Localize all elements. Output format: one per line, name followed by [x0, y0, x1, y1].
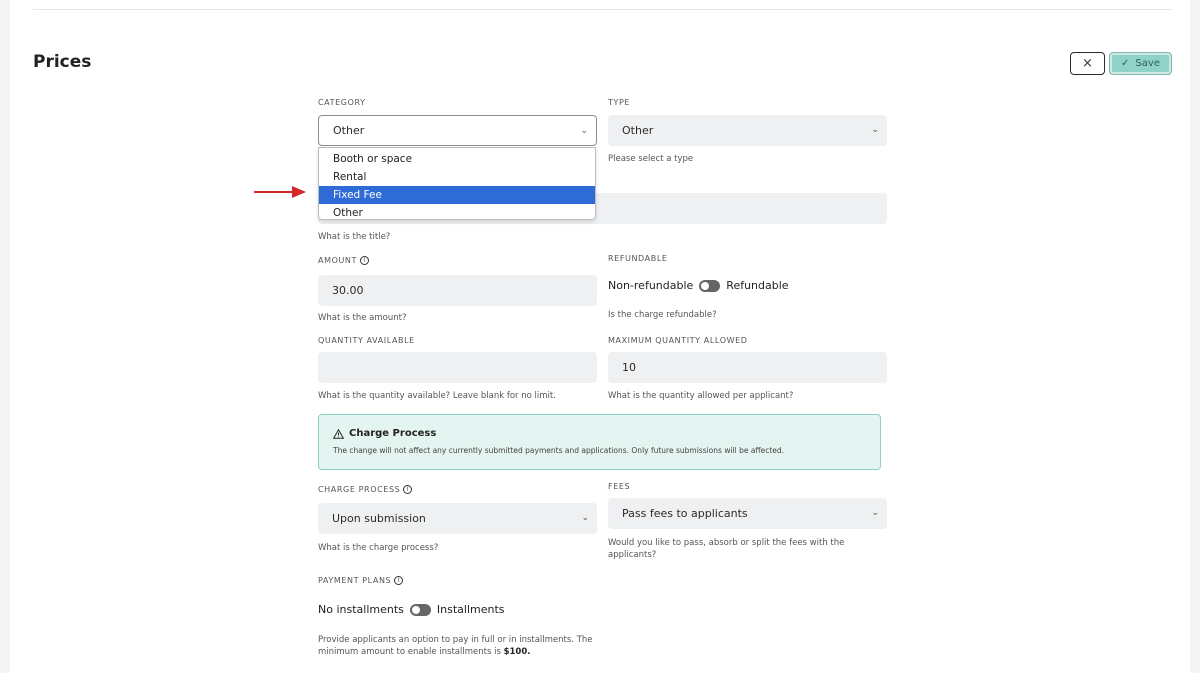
refundable-toggle[interactable]	[699, 280, 720, 292]
installments-toggle-row: No installments Installments	[318, 603, 505, 616]
max-quantity-label: MAXIMUM QUANTITY ALLOWED	[608, 336, 748, 345]
info-icon[interactable]: I	[360, 256, 369, 265]
amount-input[interactable]: 30.00	[318, 275, 597, 306]
category-option-rental[interactable]: Rental	[333, 171, 367, 183]
amount-label: AMOUNT I	[318, 256, 369, 265]
category-option-other[interactable]: Other	[333, 207, 363, 219]
save-button-label: Save	[1135, 58, 1160, 69]
category-option-booth[interactable]: Booth or space	[333, 153, 413, 165]
category-option-fixed-fee[interactable]: Fixed Fee	[319, 186, 595, 204]
close-icon: ×	[1082, 56, 1093, 71]
notice-title: Charge Process	[349, 428, 437, 439]
type-label: TYPE	[608, 98, 631, 107]
category-value: Other	[333, 124, 365, 137]
fees-help: Would you like to pass, absorb or split the fees with the applicants?	[608, 538, 845, 560]
type-select[interactable]	[608, 115, 887, 146]
warning-icon	[333, 429, 344, 439]
chevron-down-icon: ⌄	[581, 513, 589, 523]
chevron-down-icon: ⌄	[580, 126, 588, 136]
info-icon[interactable]: I	[403, 485, 412, 494]
category-label: CATEGORY	[318, 98, 366, 107]
quantity-available-input[interactable]	[318, 352, 597, 383]
installments-toggle[interactable]	[410, 604, 431, 616]
quantity-available-help: What is the quantity available? Leave blank for no limit.	[318, 391, 556, 401]
page-title: Prices	[33, 52, 92, 72]
refundable-toggle-row: Non-refundable Refundable	[608, 279, 789, 292]
charge-process-notice	[318, 414, 881, 470]
arrow-icon	[254, 185, 306, 199]
title-help: What is the title?	[318, 232, 391, 242]
prices-card	[10, 0, 1190, 673]
max-quantity-input[interactable]: 10	[608, 352, 887, 383]
quantity-available-label: QUANTITY AVAILABLE	[318, 336, 415, 345]
cancel-button[interactable]	[1070, 52, 1105, 75]
save-button[interactable]	[1109, 52, 1172, 75]
type-help: Please select a type	[608, 154, 694, 164]
fees-select[interactable]: Pass fees to applicants ⌄	[608, 498, 887, 529]
amount-help: What is the amount?	[318, 313, 407, 323]
charge-process-select[interactable]: Upon submission ⌄	[318, 503, 597, 534]
refundable-help: Is the charge refundable?	[608, 310, 717, 320]
payment-plans-help: Provide applicants an option to pay in full or in installments. The minimum amount to enable installments is $100.	[318, 635, 593, 657]
type-value: Other	[622, 124, 654, 137]
charge-process-help: What is the charge process?	[318, 543, 439, 553]
fees-label: FEES	[608, 482, 631, 491]
charge-process-label: CHARGE PROCESS I	[318, 485, 412, 494]
chevron-down-icon: ⌄	[871, 125, 879, 135]
check-icon: ✓	[1121, 58, 1130, 69]
refundable-label: REFUNDABLE	[608, 254, 668, 263]
notice-body: The change will not affect any currently submitted payments and applications. Only future submissions will be affected.	[333, 446, 785, 455]
category-select[interactable]	[318, 115, 597, 146]
chevron-down-icon: ⌄	[871, 508, 879, 518]
max-quantity-help: What is the quantity allowed per applicant?	[608, 391, 794, 401]
minimum-amount: $100.	[503, 647, 531, 657]
category-dropdown	[318, 147, 596, 220]
divider	[33, 9, 1172, 10]
payment-plans-label: PAYMENT PLANS I	[318, 576, 403, 585]
info-icon[interactable]: I	[394, 576, 403, 585]
